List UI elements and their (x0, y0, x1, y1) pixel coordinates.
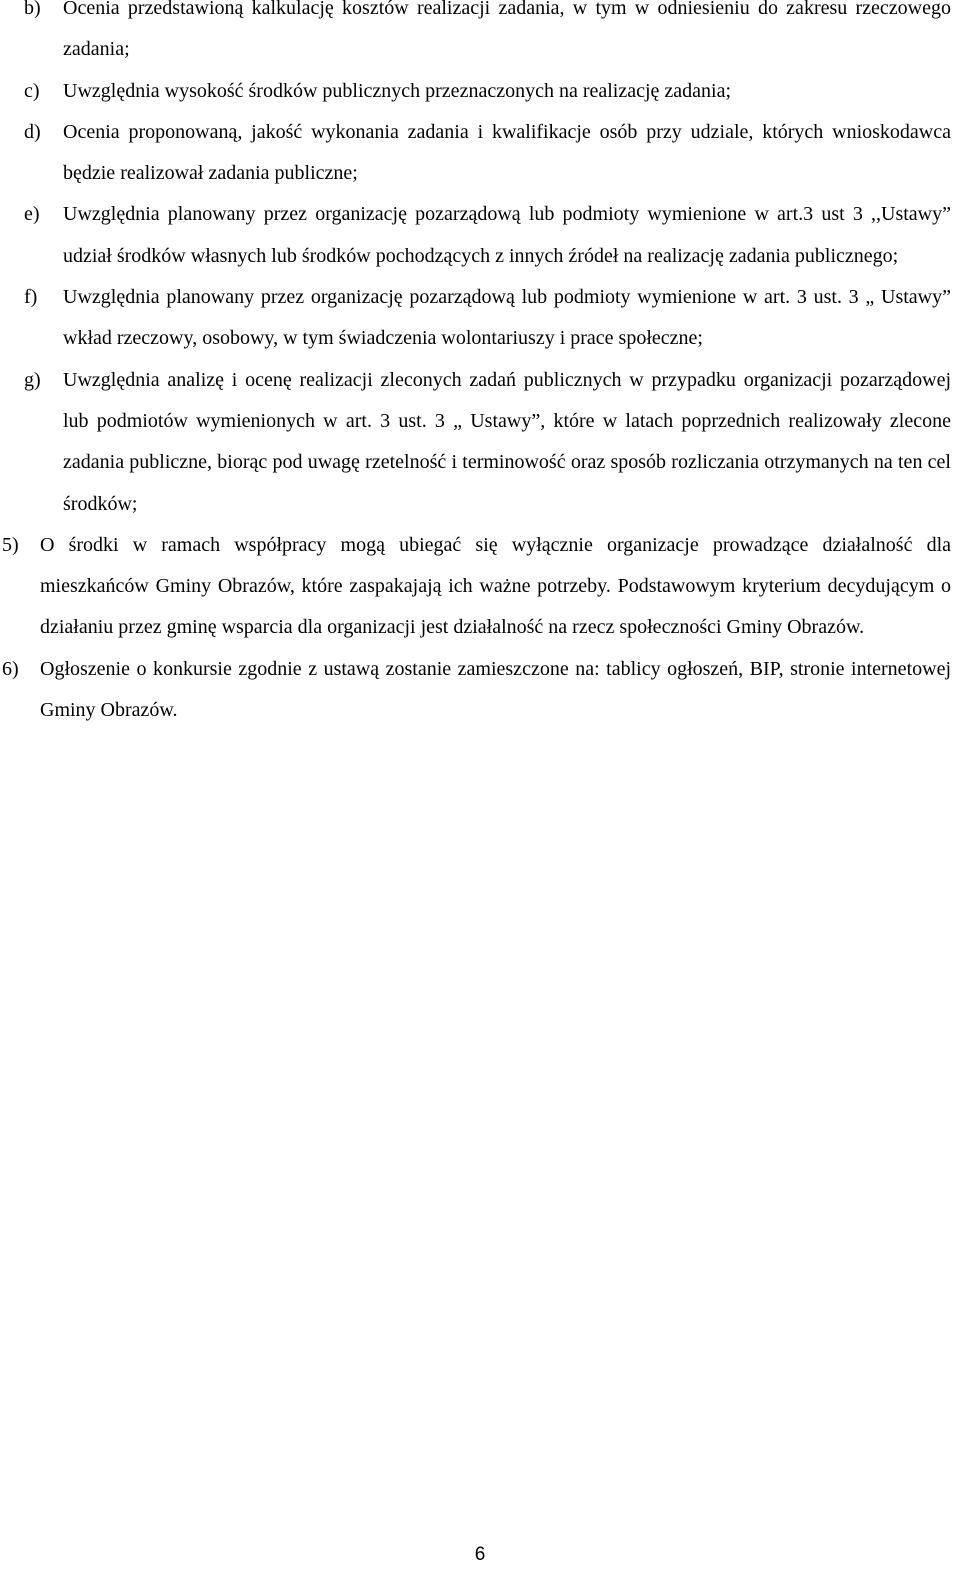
list-marker: 5) (2, 533, 19, 556)
list-item-d (0, 112, 960, 195)
list-item-g (0, 360, 960, 525)
list-item-e (0, 194, 960, 277)
list-item-b (0, 0, 960, 71)
list-marker: d) (24, 120, 41, 143)
list-item-6 (0, 649, 960, 732)
list-item-text: Ocenia przedstawioną kalkulację kosztów realizacji zadania, w tym w odniesieniu do zakresu rzeczowego zadania; (63, 0, 951, 61)
list-item-text: Ogłoszenie o konkursie zgodnie z ustawą zostanie zamieszczone na: tablicy ogłoszeń, BIP, stronie internetowej Gminy Obrazów. (40, 657, 951, 722)
list-item-text: O środki w ramach współpracy mogą ubiegać się wyłącznie organizacje prowadzące działalność dla mieszkańców Gminy Obrazów, które zaspakajają ich ważne potrzeby. Podstawowym kryterium decydującym o działaniu przez gminę wsparcia dla organizacji jest działalność na rzecz społeczności Gminy Obrazów. (40, 533, 951, 639)
list-marker: e) (24, 203, 40, 226)
document-page (0, 0, 960, 731)
list-item-5 (0, 525, 960, 649)
list-item-text: Uwzględnia planowany przez organizację pozarządową lub podmioty wymienione w art. 3 ust. 3 „ Ustawy” wkład rzeczowy, osobowy, w tym świadczenia wolontariuszy i prace społeczne; (63, 286, 951, 350)
list-marker: g) (24, 368, 41, 391)
list-item-f (0, 277, 960, 360)
page-number: 6 (474, 1544, 486, 1565)
list-marker: 6) (2, 657, 19, 680)
list-item-c (0, 71, 960, 112)
list-marker: f) (24, 286, 38, 309)
list-item-text: Uwzględnia wysokość środków publicznych przeznaczonych na realizację zadania; (63, 79, 732, 102)
list-item-text: Uwzględnia analizę i ocenę realizacji zleconych zadań publicznych w przypadku organizacji pozarządowej lub podmiotów wymienionych w art. 3 ust. 3 „ Ustawy”, które w latach poprzednich realizowały zlecone zadania publiczne, biorąc pod uwagę rzetelność i terminowość oraz sposób rozliczania otrzymanych na ten cel środków; (63, 368, 951, 515)
list-marker: c) (24, 79, 40, 102)
list-item-text: Uwzględnia planowany przez organizację pozarządową lub podmioty wymienione w art.3 ust 3 ,,Ustawy” udział środków własnych lub środków pochodzących z innych źródeł na realizację zadania publicznego; (63, 203, 951, 267)
list-marker: b) (24, 0, 41, 19)
list-item-text: Ocenia proponowaną, jakość wykonania zadania i kwalifikacje osób przy udziale, których wnioskodawca będzie realizował zadania publiczne; (63, 120, 951, 185)
